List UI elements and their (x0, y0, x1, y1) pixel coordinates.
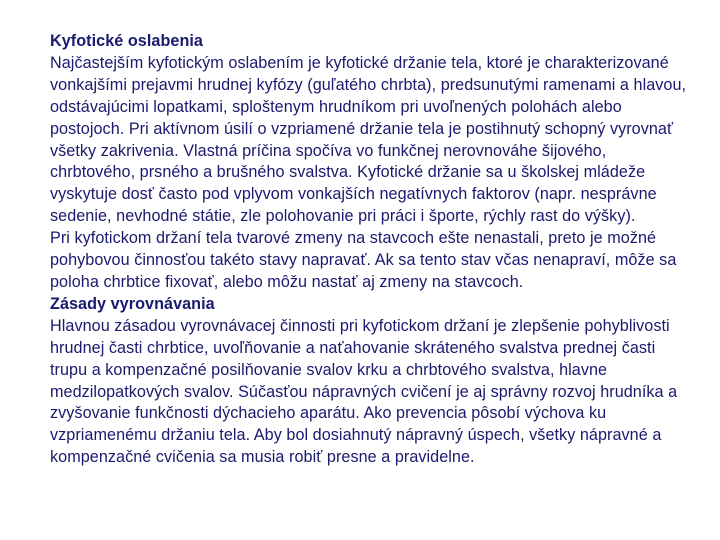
paragraph-kyfoticke-drzanie: Najčastejším kyfotickým oslabením je kyfotické držanie tela, ktoré je charakterizované vonkajšími prejavmi hrudnej kyfózy (guľatého chrbta), predsunutými ramenami a hlavou, odstávajúcimi lopatkami, sploštenym hrudníkom pri uvoľnených polohách alebo postojoch. Pri aktívnom úsilí o vzpriamené držanie tela je postihnutý schopný vyrovnať všetky zakrivenia. Vlastná príčina spočíva vo funkčnej nerovnováhe šijového, chrbtového, prsného a brušného svalstva. Kyfotické držanie sa u školskej mládeže vyskytuje dosť často pod vplyvom vonkajších negatívnych faktorov (napr. nesprávne sedenie, nevhodné státie, zle polohovanie pri práci i športe, rýchly rast do výšky). (50, 53, 687, 226)
paragraph-zasady: Hlavnou zásadou vyrovnávacej činnosti pri kyfotickom držaní je zlepšenie pohyblivosti hrudnej časti chrbtice, uvoľňovanie a naťahovanie skráteného svalstva prednej časti trupu a kompenzačné posilňovanie svalov krku a chrbtového svalstva, hlavne medzilopatkových svalov. Súčasťou nápravných cvičení je aj správny rozvoj hrudníka a zvyšovanie funkčnosti dýchacieho aparátu. Ako prevencia pôsobí výchova ku vzpriamenému držaniu tela. Aby bol dosiahnutý nápravný úspech, všetky nápravné a kompenzačné cvičenia sa musia robiť presne a pravidelne. (50, 316, 678, 467)
section-heading-zasady-vyrovnavania: Zásady vyrovnávania (50, 294, 215, 313)
paragraph-naprava: Pri kyfotickom držaní tela tvarové zmeny na stavcoch ešte nenastali, preto je možné pohybovou činnosťou takéto stavy napravať. Ak sa tento stav včas nenapraví, môže sa poloha chrbtice fixovať, alebo môžu nastať aj zmeny na stavcoch. (50, 229, 677, 291)
slide-text-content (50, 31, 690, 469)
section-heading-kyfoticke-oslabenia: Kyfotické oslabenia (50, 32, 203, 50)
